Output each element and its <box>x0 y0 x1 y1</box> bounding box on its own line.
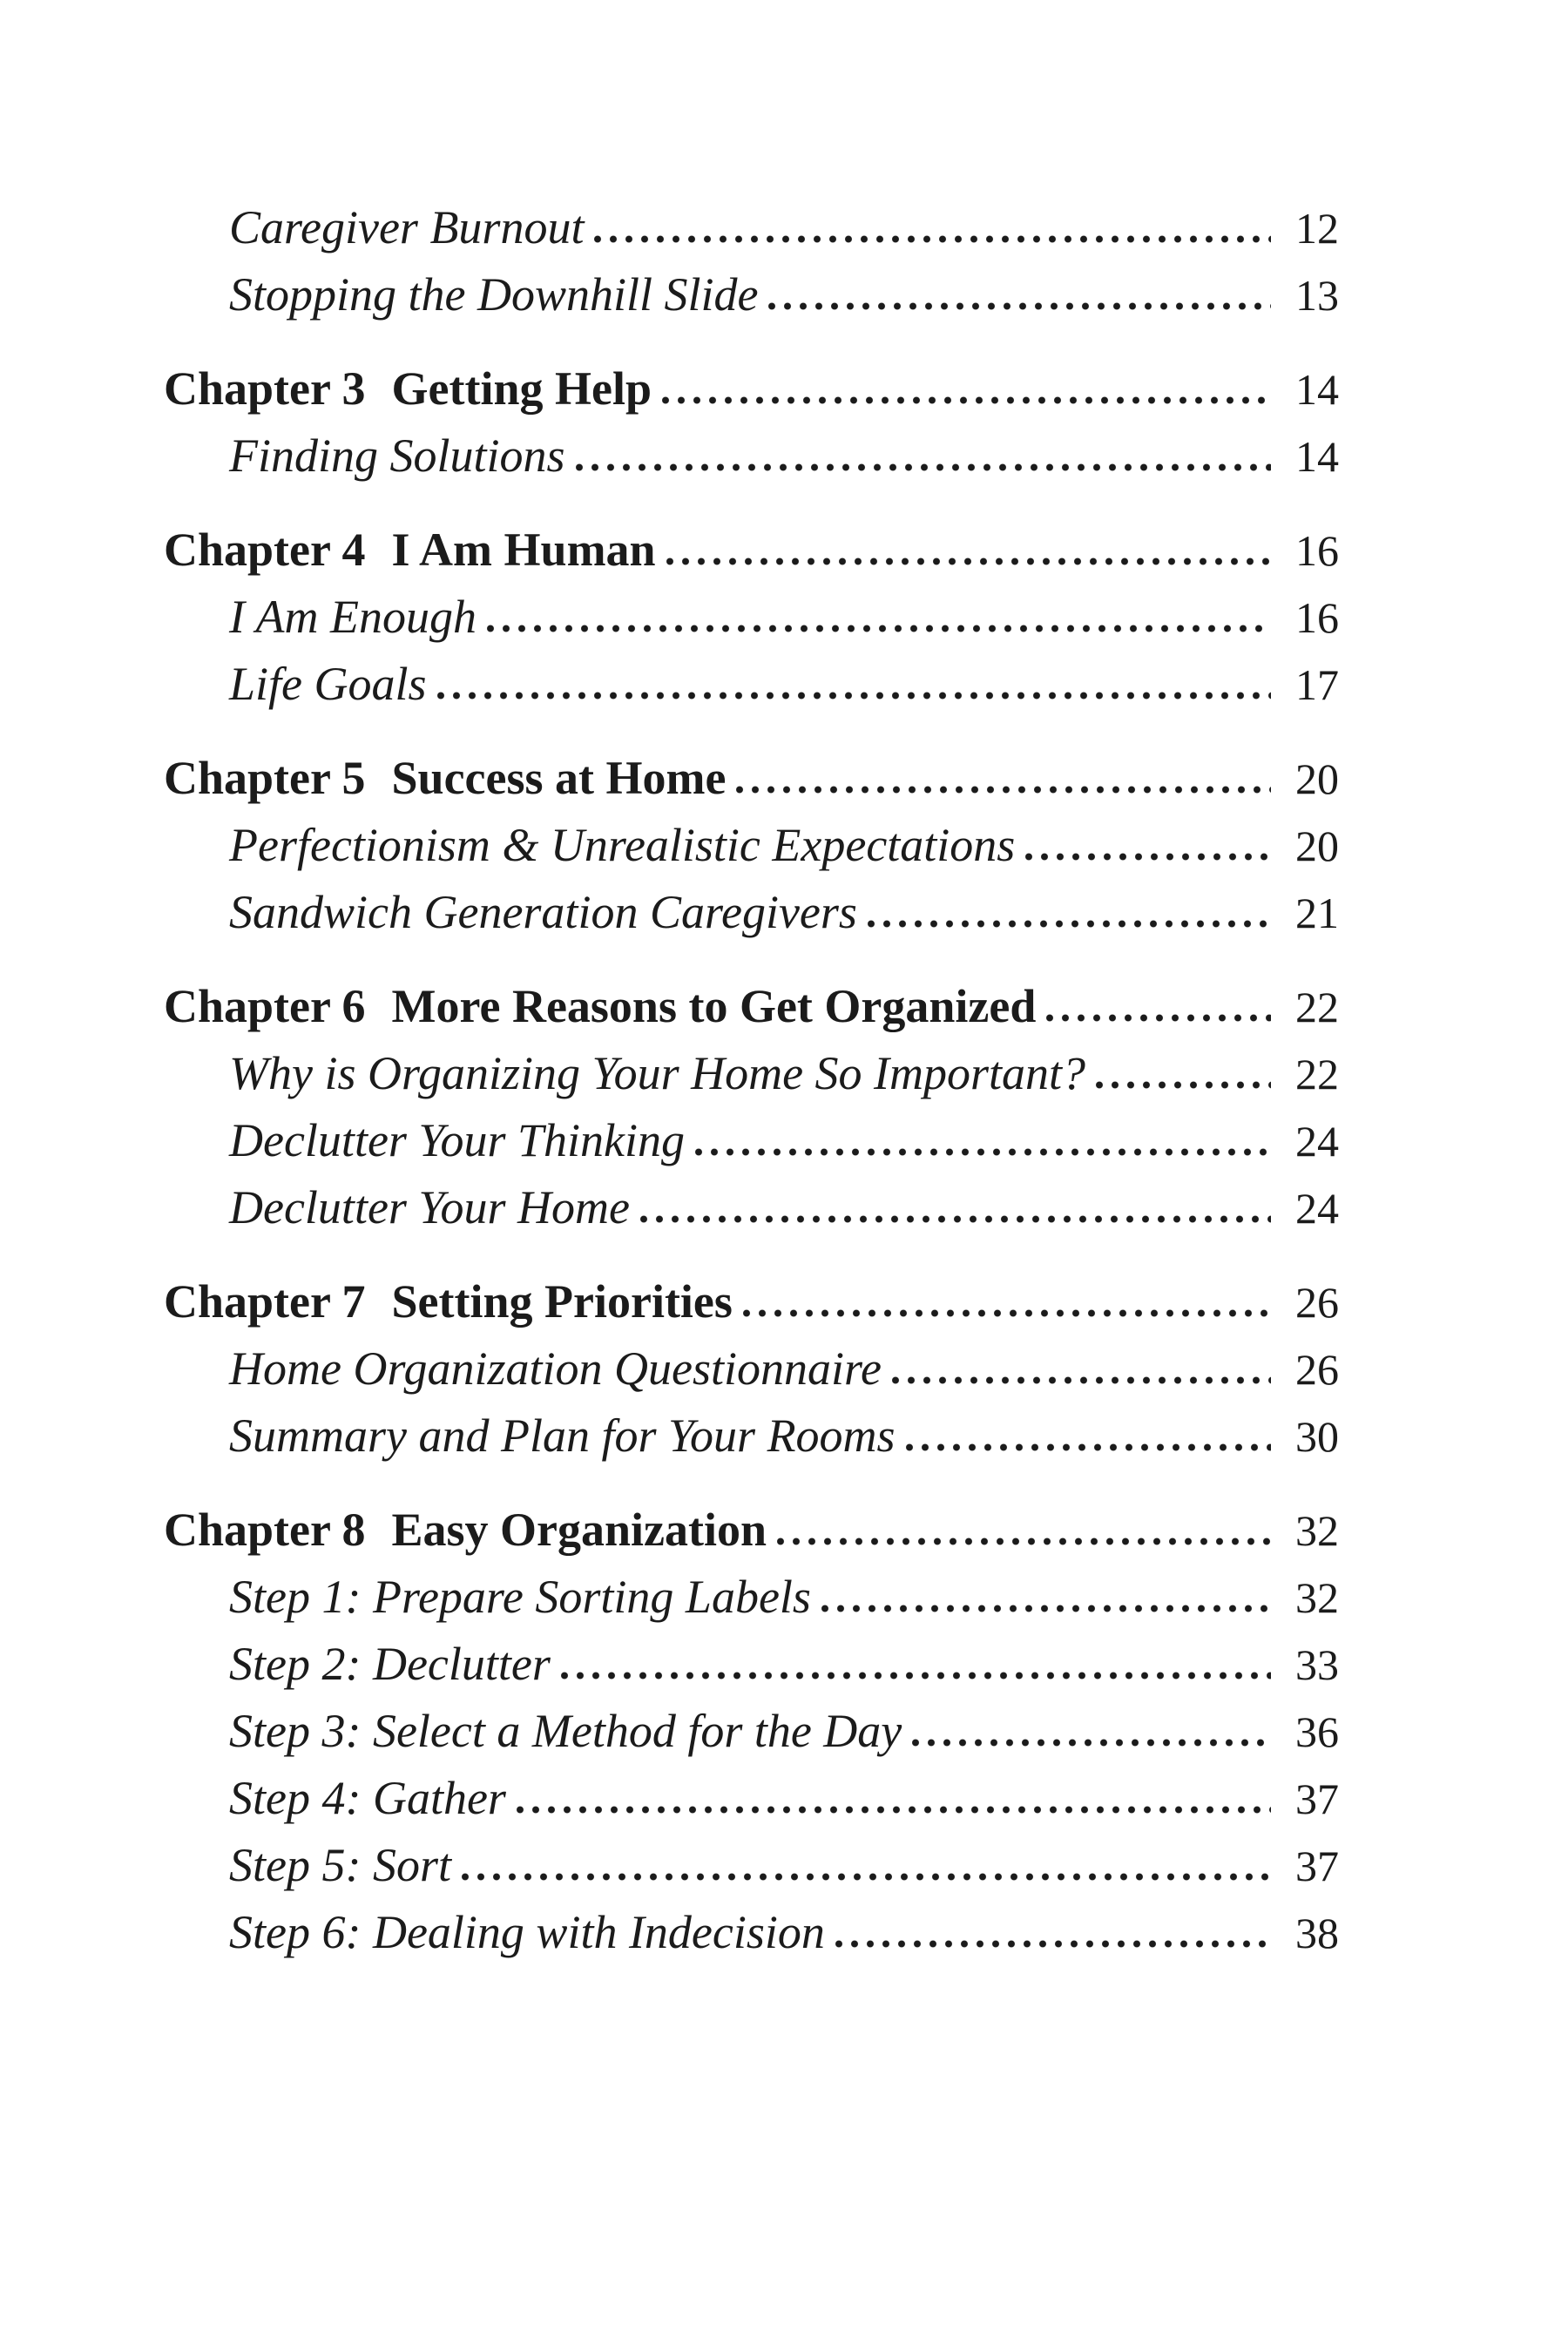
page-number: 26 <box>1295 1278 1339 1327</box>
dot-leader <box>821 1605 1271 1612</box>
toc-sub-entry <box>164 1181 1339 1233</box>
toc-sub-entry <box>164 1839 1339 1891</box>
toc-sub-entry <box>164 201 1339 253</box>
dot-leader <box>736 786 1271 794</box>
dot-leader <box>1046 1014 1271 1022</box>
entry-title: Step 4: Gather <box>229 1772 506 1824</box>
page-number: 14 <box>1295 365 1339 414</box>
toc-sub-entry <box>164 429 1339 482</box>
entry-title: Declutter Your Home <box>229 1181 630 1233</box>
toc-chapter-entry <box>164 362 1339 415</box>
dot-leader <box>561 1672 1271 1680</box>
toc-sub-entry <box>164 821 1339 869</box>
dot-leader <box>462 1873 1271 1881</box>
chapter-number-label: Chapter 8 <box>164 1504 366 1556</box>
toc-sub-entry <box>164 886 1339 938</box>
entry-title: Easy Organization <box>391 1504 767 1556</box>
entry-title: I Am Enough <box>229 591 476 643</box>
toc-sub-entry <box>164 1342 1339 1395</box>
entry-title: Step 3: Select a Method for the Day <box>229 1705 902 1757</box>
toc-chapter-entry <box>164 1506 1339 1554</box>
toc-sub-entry <box>164 1906 1339 1958</box>
page-number: 17 <box>1295 660 1339 709</box>
entry-title: Home Organization Questionnaire <box>229 1342 882 1395</box>
entry-title: Sandwich Generation Caregivers <box>229 886 857 938</box>
chapter-number-label: Chapter 7 <box>164 1275 366 1328</box>
entry-title: Life Goals <box>229 658 427 710</box>
chapter-number-label: Chapter 6 <box>164 980 366 1032</box>
dot-leader <box>437 692 1271 700</box>
dot-leader <box>517 1806 1271 1814</box>
dot-leader <box>594 235 1271 243</box>
entry-title: Stopping the Downhill Slide <box>229 268 759 321</box>
page-number: 12 <box>1295 204 1339 253</box>
page-number: 22 <box>1295 1050 1339 1098</box>
toc-chapter-entry <box>164 754 1339 802</box>
dot-leader <box>666 558 1271 565</box>
chapter-number-label: Chapter 3 <box>164 362 366 415</box>
dot-leader <box>662 396 1271 404</box>
dot-leader <box>912 1739 1271 1747</box>
entry-title: I Am Human <box>391 524 656 576</box>
toc-sub-entry <box>164 1640 1339 1688</box>
dot-leader <box>576 463 1271 471</box>
dot-leader <box>640 1215 1271 1223</box>
page-number: 33 <box>1295 1640 1339 1689</box>
entry-title: Declutter Your Thinking <box>229 1114 686 1166</box>
page-number: 24 <box>1295 1184 1339 1233</box>
entry-title: Setting Priorities <box>391 1275 733 1328</box>
page-number: 36 <box>1295 1707 1339 1756</box>
page-number: 16 <box>1295 593 1339 642</box>
page-number: 32 <box>1295 1573 1339 1622</box>
page-number: 26 <box>1295 1345 1339 1394</box>
toc-sub-entry <box>164 1047 1339 1099</box>
entry-title: Step 5: Sort <box>229 1839 451 1891</box>
entry-title: Why is Organizing Your Home So Important? <box>229 1047 1086 1099</box>
entry-title: Step 1: Prepare Sorting Labels <box>229 1571 811 1623</box>
toc-sub-entry <box>164 1573 1339 1621</box>
page-number: 16 <box>1295 526 1339 575</box>
dot-leader <box>777 1538 1271 1545</box>
entry-title: Summary and Plan for Your Rooms <box>229 1409 896 1462</box>
page-number: 14 <box>1295 432 1339 481</box>
entry-title: Caregiver Burnout <box>229 201 585 253</box>
page-number: 24 <box>1295 1117 1339 1166</box>
dot-leader <box>892 1376 1271 1384</box>
toc-chapter-entry <box>164 980 1339 1032</box>
page-number: 37 <box>1295 1774 1339 1823</box>
dot-leader <box>868 920 1271 928</box>
entry-title: Finding Solutions <box>229 429 565 482</box>
toc-chapter-entry <box>164 526 1339 574</box>
page-number: 37 <box>1295 1842 1339 1890</box>
page-number: 21 <box>1295 889 1339 937</box>
page-number: 20 <box>1295 821 1339 870</box>
dot-leader <box>906 1443 1271 1451</box>
chapter-number-label: Chapter 4 <box>164 524 366 576</box>
entry-title: Perfectionism & Unrealistic Expectations <box>229 819 1016 871</box>
dot-leader <box>835 1940 1271 1948</box>
page-number: 30 <box>1295 1412 1339 1461</box>
dot-leader <box>1096 1081 1271 1089</box>
toc-sub-entry <box>164 1114 1339 1166</box>
entry-title: Getting Help <box>391 362 652 415</box>
dot-leader <box>768 302 1271 310</box>
page-number: 32 <box>1295 1506 1339 1555</box>
dot-leader <box>695 1148 1271 1156</box>
dot-leader <box>487 625 1271 632</box>
dot-leader <box>1025 853 1271 861</box>
entry-title: More Reasons to Get Organized <box>391 980 1037 1032</box>
toc-sub-entry <box>164 593 1339 641</box>
toc-sub-entry <box>164 1707 1339 1755</box>
page-number: 13 <box>1295 271 1339 320</box>
page-number: 20 <box>1295 754 1339 803</box>
toc-sub-entry <box>164 1409 1339 1462</box>
chapter-number-label: Chapter 5 <box>164 752 366 804</box>
entry-title: Success at Home <box>391 752 727 804</box>
toc-list <box>164 201 1339 1976</box>
entry-title: Step 2: Declutter <box>229 1638 551 1690</box>
toc-sub-entry <box>164 660 1339 708</box>
page-number: 22 <box>1295 983 1339 1031</box>
page-number: 38 <box>1295 1909 1339 1957</box>
toc-chapter-entry <box>164 1275 1339 1328</box>
toc-sub-entry <box>164 1774 1339 1822</box>
entry-title: Step 6: Dealing with Indecision <box>229 1906 825 1958</box>
dot-leader <box>743 1309 1271 1317</box>
toc-sub-entry <box>164 268 1339 321</box>
